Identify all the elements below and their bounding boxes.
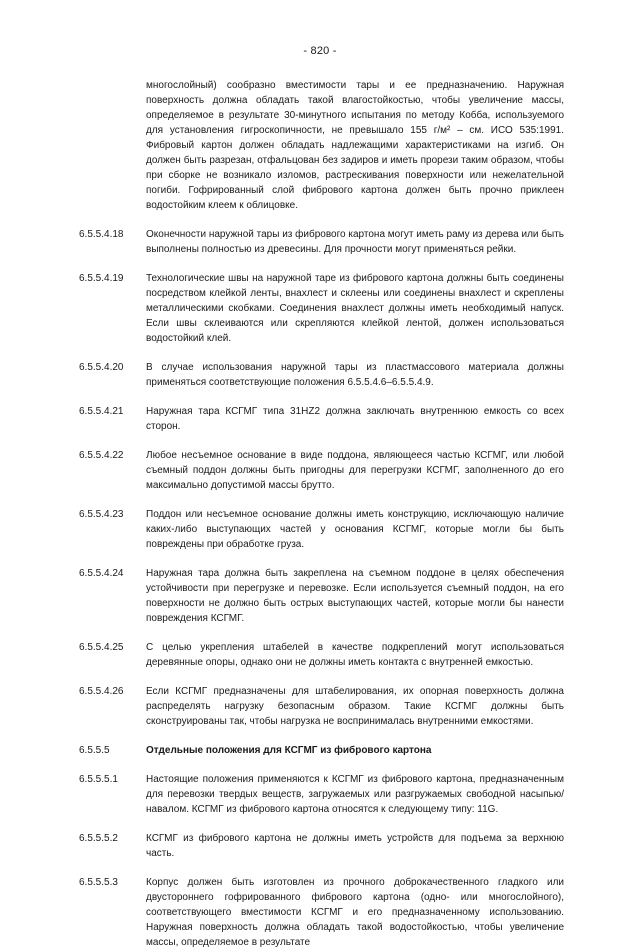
clause-6-5-5-4-25: [0, 640, 640, 670]
clause-6-5-5-4-19: [0, 271, 640, 346]
clause-6-5-5-4-22: [0, 448, 640, 493]
page-number: - 820 -: [303, 45, 337, 57]
clause-text: Если КСГМГ предназначены для штабелирования, их опорная поверхность должна распределять нагрузку безопасным образом. Такие КСГМГ должны быть сконструированы так, чтобы нагрузка не воспринималась внутренними емкостями.: [146, 686, 564, 727]
clause-6-5-5-4-23: [0, 507, 640, 552]
clause-text: Оконечности наружной тары из фибрового картона могут иметь раму из дерева или быть выполнены полностью из древесины. Для прочности могут применяться рейки.: [146, 229, 564, 255]
clause-number: 6.5.5.4.25: [79, 642, 124, 653]
clause-6-5-5-4-26: [0, 684, 640, 729]
clause-number: 6.5.5.4.26: [79, 686, 124, 697]
clause-number: 6.5.5.4.20: [79, 362, 124, 373]
clause-text: Наружная тара должна быть закреплена на съемном поддоне в целях обеспечения устойчивости при перегрузке и перевозке. Если используется съемный поддон, на его поверхности не должно быть острых выступающих частей, которые могли бы нанести повреждения КСГМГ.: [146, 568, 564, 624]
clause-number: 6.5.5.5.3: [79, 877, 118, 888]
clause-number: 6.5.5.4.21: [79, 406, 124, 417]
clause-number: 6.5.5.4.24: [79, 568, 124, 579]
clause-number: 6.5.5.5.1: [79, 774, 118, 785]
clause-number: 6.5.5.4.18: [79, 229, 124, 240]
clause-6-5-5-4-18: [0, 227, 640, 257]
clause-number: 6.5.5.4.23: [79, 509, 124, 520]
clause-text: Технологические швы на наружной таре из фибрового картона должны быть соединены посредством клейкой ленты, внахлест и склеены или соединены внахлест и скреплены металлическими скобками. Соединения внахлест должны иметь необходимый напуск. Если швы склеиваются или скрепляются клейкой лентой, должен использоваться водостойкий клей.: [146, 273, 564, 344]
clause-6-5-5-5-2: [0, 831, 640, 861]
section-title: Отдельные положения для КСГМГ из фибрового картона: [146, 745, 432, 756]
clause-6-5-5-4-21: [0, 404, 640, 434]
clause-text: Поддон или несъемное основание должны иметь конструкцию, исключающую наличие каких-либо выступающих частей у основания КСГМГ, которые могли бы быть повреждены при обработке груза.: [146, 509, 564, 550]
clause-text: КСГМГ из фибрового картона не должны иметь устройств для подъема за верхнюю часть.: [146, 833, 564, 859]
clause-6-5-5-5-1: [0, 772, 640, 817]
section-number: 6.5.5.5: [79, 745, 110, 756]
clause-text: Любое несъемное основание в виде поддона, являющееся частью КСГМГ, или любой съемный поддон должны быть пригодны для перегрузки КСГМГ, заполненного до его максимально допустимой массы брутто.: [146, 450, 564, 491]
clause-6-5-5-5-3: [0, 875, 640, 950]
clause-6-5-5-4-24: [0, 566, 640, 626]
clause-number: 6.5.5.4.22: [79, 450, 124, 461]
clause-text: Корпус должен быть изготовлен из прочного доброкачественного гладкого или двустороннего гофрированного фибрового картона (одно- или многослойного), соответствующего вместимости КСГМГ и его предназначенному использованию. Наружная поверхность должна обладать такой водостойкостью, чтобы увеличение массы, определяемое в результате: [146, 877, 564, 948]
clause-text: Настоящие положения применяются к КСГМГ из фибрового картона, предназначенным для перевозки твердых веществ, загружаемых или разгружаемых свободной насыпью/навалом. КСГМГ из фибрового картона относятся к следующему типу: 11G.: [146, 774, 564, 815]
clause-text: В случае использования наружной тары из пластмассового материала должны применяться соответствующие положения 6.5.5.4.6–6.5.5.4.9.: [146, 362, 564, 388]
clause-text: С целью укрепления штабелей в качестве подкреплений могут использоваться деревянные опоры, однако они не должны иметь контакта с внутренней емкостью.: [146, 642, 564, 668]
clause-text: Наружная тара КСГМГ типа 31HZ2 должна заключать внутреннюю емкость со всех сторон.: [146, 406, 564, 432]
section-heading-6-5-5-5: [0, 743, 640, 758]
document-body: [0, 78, 640, 950]
clause-number: 6.5.5.5.2: [79, 833, 118, 844]
clause-number: 6.5.5.4.19: [79, 273, 124, 284]
clause-6-5-5-4-20: [0, 360, 640, 390]
intro-paragraph: многослойный) сообразно вместимости тары и ее предназначению. Наружная поверхность должна обладать такой влагостойкостью, чтобы увеличение массы, определяемое в результате 30-минутного испытания по методу Кобба, используемого для установления гигроскопичности, не превышало 155 г/м² – см. ИСО 535:1991. Фибровый картон должен обладать надлежащими характеристиками на изгиб. Он должен быть разрезан, отфальцован без задиров и иметь прорези таким образом, чтобы при сборке не возникало изломов, растрескивания поверхности или нежелательной погиби. Гофрированный слой фибрового картона должен быть прочно приклеен водостойким клеем к облицовке.: [146, 80, 564, 211]
